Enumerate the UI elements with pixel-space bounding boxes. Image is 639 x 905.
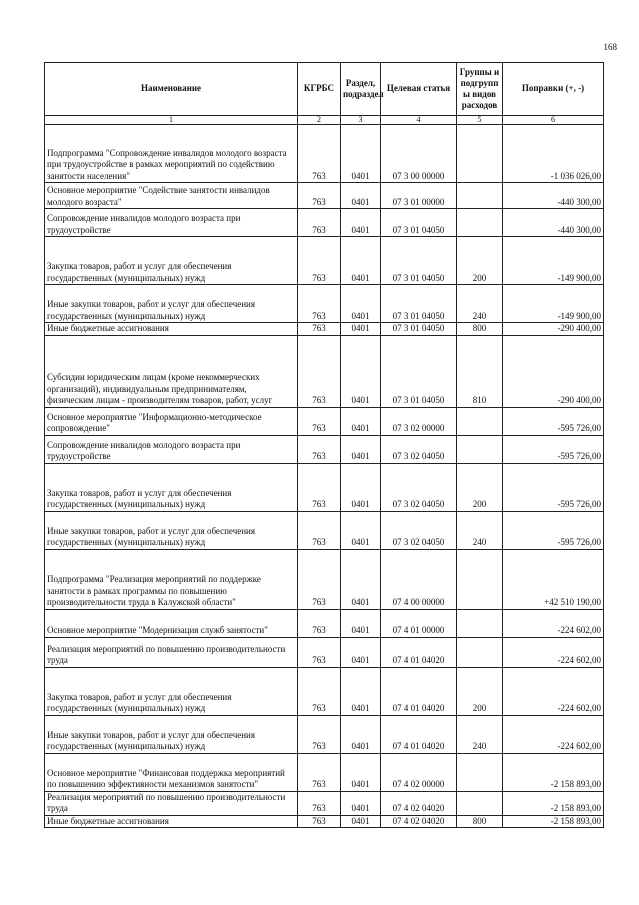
table-row — [45, 511, 604, 549]
cell-kgrbs: 763 — [298, 609, 341, 637]
cell-target: 07 4 01 04020 — [381, 637, 457, 667]
cell-group — [457, 637, 503, 667]
cell-section: 0401 — [341, 237, 381, 285]
cell-section: 0401 — [341, 209, 381, 237]
cell-name: Закупка товаров, работ и услуг для обеспечения государственных (муниципальных) нужд — [45, 237, 298, 285]
cell-kgrbs: 763 — [298, 209, 341, 237]
cell-section: 0401 — [341, 815, 381, 828]
cell-section: 0401 — [341, 183, 381, 209]
table-row — [45, 407, 604, 435]
cell-name: Основное мероприятие "Модернизация служб занятости" — [45, 609, 298, 637]
cell-group: 240 — [457, 511, 503, 549]
cell-kgrbs: 763 — [298, 549, 341, 609]
cell-amount: -224 602,00 — [503, 715, 604, 753]
table-row — [45, 667, 604, 715]
table-row — [45, 791, 604, 815]
table-row — [45, 125, 604, 183]
header-target: Целевая статья — [381, 63, 457, 116]
cell-group: 800 — [457, 815, 503, 828]
table-row — [45, 637, 604, 667]
cell-amount: -595 726,00 — [503, 511, 604, 549]
table-body — [45, 125, 604, 828]
cell-kgrbs: 763 — [298, 323, 341, 336]
cell-group — [457, 753, 503, 791]
cell-target: 07 4 01 00000 — [381, 609, 457, 637]
cell-target: 07 3 02 00000 — [381, 407, 457, 435]
cell-group — [457, 435, 503, 463]
cell-kgrbs: 763 — [298, 667, 341, 715]
cell-kgrbs: 763 — [298, 511, 341, 549]
cell-group: 240 — [457, 285, 503, 323]
cell-name: Иные закупки товаров, работ и услуг для обеспечения государственных (муниципальных) нужд — [45, 511, 298, 549]
column-number: 5 — [457, 116, 503, 125]
column-number-row — [45, 116, 604, 125]
cell-kgrbs: 763 — [298, 463, 341, 511]
cell-target: 07 3 01 04050 — [381, 209, 457, 237]
cell-name: Иные закупки товаров, работ и услуг для обеспечения государственных (муниципальных) нужд — [45, 285, 298, 323]
cell-target: 07 4 01 04020 — [381, 715, 457, 753]
cell-kgrbs: 763 — [298, 237, 341, 285]
cell-group — [457, 549, 503, 609]
cell-name: Иные закупки товаров, работ и услуг для обеспечения государственных (муниципальных) нужд — [45, 715, 298, 753]
cell-target: 07 4 01 04020 — [381, 667, 457, 715]
table-row — [45, 463, 604, 511]
cell-amount: -224 602,00 — [503, 637, 604, 667]
cell-name: Сопровождение инвалидов молодого возраста при трудоустройстве — [45, 209, 298, 237]
cell-amount: -149 900,00 — [503, 237, 604, 285]
header-row — [45, 63, 604, 116]
budget-table — [44, 62, 604, 828]
cell-target: 07 4 02 04020 — [381, 815, 457, 828]
cell-kgrbs: 763 — [298, 435, 341, 463]
cell-amount: -2 158 893,00 — [503, 791, 604, 815]
cell-group: 200 — [457, 667, 503, 715]
cell-amount: -440 300,00 — [503, 183, 604, 209]
column-number: 4 — [381, 116, 457, 125]
cell-section: 0401 — [341, 753, 381, 791]
cell-group — [457, 791, 503, 815]
cell-section: 0401 — [341, 549, 381, 609]
table-row — [45, 549, 604, 609]
cell-target: 07 4 00 00000 — [381, 549, 457, 609]
cell-section: 0401 — [341, 323, 381, 336]
cell-section: 0401 — [341, 791, 381, 815]
column-number: 1 — [45, 116, 298, 125]
cell-amount: -290 400,00 — [503, 323, 604, 336]
cell-group — [457, 125, 503, 183]
cell-target: 07 3 00 00000 — [381, 125, 457, 183]
table-row — [45, 209, 604, 237]
cell-name: Основное мероприятие "Информационно-методическое сопровождение" — [45, 407, 298, 435]
cell-name: Подпрограмма "Реализация мероприятий по поддержке занятости в рамках программы по повышению производительности труда в Калужской области" — [45, 549, 298, 609]
cell-name: Реализация мероприятий по повышению производительности труда — [45, 791, 298, 815]
cell-name: Основное мероприятие "Финансовая поддержка мероприятий по повышению эффективности механизмов занятости" — [45, 753, 298, 791]
cell-amount: -2 158 893,00 — [503, 815, 604, 828]
table-row — [45, 285, 604, 323]
cell-target: 07 3 01 04050 — [381, 285, 457, 323]
header-section: Раздел, подраздел — [341, 63, 381, 116]
cell-amount: -224 602,00 — [503, 667, 604, 715]
cell-kgrbs: 763 — [298, 407, 341, 435]
cell-target: 07 3 01 04050 — [381, 323, 457, 336]
cell-section: 0401 — [341, 511, 381, 549]
cell-group: 240 — [457, 715, 503, 753]
cell-section: 0401 — [341, 407, 381, 435]
cell-group: 810 — [457, 335, 503, 407]
table-row — [45, 323, 604, 336]
cell-section: 0401 — [341, 335, 381, 407]
header-kgrbs: КГРБС — [298, 63, 341, 116]
table-row — [45, 715, 604, 753]
cell-kgrbs: 763 — [298, 183, 341, 209]
cell-group: 800 — [457, 323, 503, 336]
cell-section: 0401 — [341, 715, 381, 753]
header-name: Наименование — [45, 63, 298, 116]
cell-target: 07 3 01 04050 — [381, 237, 457, 285]
cell-target: 07 3 01 00000 — [381, 183, 457, 209]
table-row — [45, 435, 604, 463]
cell-group — [457, 183, 503, 209]
cell-target: 07 3 02 04050 — [381, 463, 457, 511]
cell-group: 200 — [457, 237, 503, 285]
cell-name: Субсидии юридическим лицам (кроме некоммерческих организаций), индивидуальным предпринимателям, физическим лицам - производителям товаров, работ, услуг — [45, 335, 298, 407]
cell-kgrbs: 763 — [298, 637, 341, 667]
cell-section: 0401 — [341, 637, 381, 667]
cell-amount: -595 726,00 — [503, 407, 604, 435]
cell-target: 07 3 02 04050 — [381, 511, 457, 549]
cell-name: Иные бюджетные ассигнования — [45, 815, 298, 828]
cell-kgrbs: 763 — [298, 335, 341, 407]
cell-name: Реализация мероприятий по повышению производительности труда — [45, 637, 298, 667]
cell-amount: +42 510 190,00 — [503, 549, 604, 609]
cell-section: 0401 — [341, 435, 381, 463]
cell-section: 0401 — [341, 125, 381, 183]
header-amendments: Поправки (+, -) — [503, 63, 604, 116]
column-number: 2 — [298, 116, 341, 125]
table-row — [45, 815, 604, 828]
cell-group — [457, 209, 503, 237]
cell-amount: -290 400,00 — [503, 335, 604, 407]
cell-name: Основное мероприятие "Содействие занятости инвалидов молодого возраста" — [45, 183, 298, 209]
cell-section: 0401 — [341, 667, 381, 715]
cell-group — [457, 407, 503, 435]
cell-target: 07 3 02 04050 — [381, 435, 457, 463]
cell-kgrbs: 763 — [298, 753, 341, 791]
cell-name: Закупка товаров, работ и услуг для обеспечения государственных (муниципальных) нужд — [45, 667, 298, 715]
table-row — [45, 609, 604, 637]
cell-section: 0401 — [341, 285, 381, 323]
table-row — [45, 335, 604, 407]
column-number: 3 — [341, 116, 381, 125]
cell-kgrbs: 763 — [298, 815, 341, 828]
header-group: Группы и подгрупп ы видов расходов — [457, 63, 503, 116]
table-row — [45, 753, 604, 791]
cell-name: Закупка товаров, работ и услуг для обеспечения государственных (муниципальных) нужд — [45, 463, 298, 511]
cell-group: 200 — [457, 463, 503, 511]
cell-amount: -595 726,00 — [503, 463, 604, 511]
cell-amount: -440 300,00 — [503, 209, 604, 237]
cell-section: 0401 — [341, 463, 381, 511]
cell-amount: -224 602,00 — [503, 609, 604, 637]
cell-name: Иные бюджетные ассигнования — [45, 323, 298, 336]
cell-kgrbs: 763 — [298, 715, 341, 753]
cell-group — [457, 609, 503, 637]
cell-amount: -1 036 026,00 — [503, 125, 604, 183]
cell-amount: -2 158 893,00 — [503, 753, 604, 791]
table-row — [45, 183, 604, 209]
cell-target: 07 4 02 00000 — [381, 753, 457, 791]
table-row — [45, 237, 604, 285]
column-number: 6 — [503, 116, 604, 125]
cell-name: Подпрограмма "Сопровождение инвалидов молодого возраста при трудоустройстве в рамках мероприятий по содействию занятости населения" — [45, 125, 298, 183]
cell-target: 07 4 02 04020 — [381, 791, 457, 815]
cell-kgrbs: 763 — [298, 285, 341, 323]
page-number: 168 — [603, 42, 617, 52]
cell-section: 0401 — [341, 609, 381, 637]
cell-amount: -595 726,00 — [503, 435, 604, 463]
cell-name: Сопровождение инвалидов молодого возраста при трудоустройстве — [45, 435, 298, 463]
cell-kgrbs: 763 — [298, 125, 341, 183]
cell-target: 07 3 01 04050 — [381, 335, 457, 407]
cell-amount: -149 900,00 — [503, 285, 604, 323]
cell-kgrbs: 763 — [298, 791, 341, 815]
